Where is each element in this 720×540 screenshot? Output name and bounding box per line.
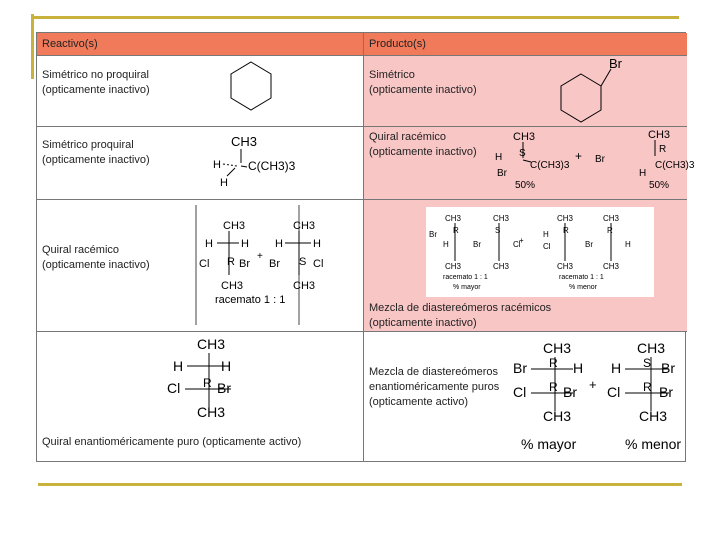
row4-reactant-text: Quiral enantioméricamente puro (opticamente activo) [42, 436, 302, 448]
cl-label: Cl [513, 384, 527, 400]
row2-reactant-cell [37, 126, 363, 199]
cyclohexane-structure [37, 55, 363, 126]
r-label: R [549, 356, 558, 370]
mayor-label: % mayor [453, 284, 481, 291]
cl-label: Cl [513, 240, 521, 249]
br-label: Br [585, 240, 593, 249]
menor-label: % menor [625, 436, 682, 452]
row4-product-text: Mezcla de diastereómeros enantioméricamente puros (opticamente activo) [369, 366, 500, 408]
br-label: Br [473, 240, 481, 249]
plus-sign: + [519, 236, 524, 245]
br-label: Br [609, 56, 622, 71]
ch3-label: CH3 [223, 220, 246, 232]
ch3-label: CH3 [221, 280, 244, 292]
ch3-label: CH3 [493, 214, 510, 223]
h-label: H [543, 230, 549, 239]
ch3-label: CH3 [231, 134, 258, 149]
r-label: R [453, 226, 459, 235]
row3-reactant-cell [37, 199, 363, 331]
ch3-label: CH3 [603, 214, 620, 223]
br-label: Br [595, 154, 605, 165]
h-label: H [495, 152, 503, 163]
row3-reactant-text: Quiral racémico (opticamente inactivo) [42, 244, 150, 271]
ch3-label: CH3 [293, 280, 316, 292]
ch3-label: CH3 [513, 131, 536, 143]
row-divider [37, 331, 687, 332]
r-label: R [607, 226, 613, 235]
br-label: Br [497, 168, 507, 179]
br-label: Br [659, 384, 673, 400]
plus-sign: + [575, 149, 583, 163]
bromocyclohexane-structure [363, 55, 687, 126]
row-divider [37, 199, 687, 200]
h-label: H [173, 358, 184, 374]
stereochemistry-table [36, 32, 695, 462]
row2-product-cell [363, 126, 695, 199]
tbu-label: C(CH3)3 [655, 160, 695, 171]
row4-product-cell [363, 331, 687, 462]
ch3-label: CH3 [293, 220, 316, 232]
s-label: S [495, 226, 501, 235]
h-label: H [625, 240, 631, 249]
h-label: H [213, 159, 221, 171]
row-divider [37, 126, 687, 127]
header-product: Producto(s) [369, 38, 426, 50]
cl-label: Cl [199, 258, 210, 270]
pct-label: 50% [515, 180, 536, 191]
h-label: H [221, 358, 232, 374]
ch3-label: CH3 [197, 404, 226, 420]
decorative-rule-top [31, 16, 679, 19]
ch3-label: CH3 [543, 340, 572, 356]
h-label: H [275, 238, 283, 250]
br-label: Br [429, 230, 437, 239]
h-label: H [313, 238, 321, 250]
ch3-label: CH3 [197, 336, 226, 352]
plus-sign: + [257, 251, 263, 262]
racemate-label: racemato 1 : 1 [559, 274, 604, 281]
pct-label: 50% [649, 180, 670, 191]
ch3-label: CH3 [557, 214, 574, 223]
row1-reactant-cell [37, 55, 363, 126]
br-label: Br [661, 360, 675, 376]
header-product-cell [363, 33, 687, 55]
header-reactant-cell [37, 33, 363, 55]
column-divider [363, 33, 364, 461]
row2-reactant-text: Simétrico proquiral (opticamente inactivo) [42, 139, 150, 166]
ch3-label: CH3 [603, 262, 620, 271]
cl-label: Cl [607, 384, 621, 400]
ch3-label: CH3 [557, 262, 574, 271]
r-label: R [563, 226, 569, 235]
decorative-rule-bottom [38, 483, 682, 486]
racemic-product-structures [363, 126, 695, 199]
h-label: H [205, 238, 213, 250]
br-label: Br [217, 380, 231, 396]
br-label: Br [239, 258, 250, 270]
row4-reactant-cell [37, 331, 363, 462]
h-label: H [220, 177, 228, 189]
prochiral-alkene-structure [37, 126, 363, 199]
cl-label: Cl [543, 242, 551, 251]
s-label: S [299, 256, 307, 268]
ch3-label: CH3 [637, 340, 666, 356]
cl-label: Cl [313, 258, 324, 270]
ch3-label: CH3 [543, 408, 572, 424]
br-label: Br [269, 258, 280, 270]
pure-diastereomer-structures [363, 331, 687, 462]
h-label: H [443, 240, 449, 249]
s-label: S [643, 356, 652, 370]
tbu-label: C(CH3)3 [248, 159, 296, 173]
r-label: R [643, 380, 652, 394]
r-label: R [227, 256, 235, 268]
h-label: H [611, 360, 622, 376]
row1-product-cell [363, 55, 687, 126]
row-divider [37, 55, 687, 56]
ch3-label: CH3 [639, 408, 668, 424]
row1-reactant-text: Simétrico no proquiral (opticamente inactivo) [42, 69, 150, 96]
h-label: H [573, 360, 584, 376]
ch3-label: CH3 [445, 214, 462, 223]
row2-product-text: Quiral racémico (opticamente inactivo) [369, 131, 477, 158]
racemic-reactant-structures [37, 199, 363, 331]
ch3-label: CH3 [493, 262, 510, 271]
menor-label: % menor [569, 284, 598, 291]
s-label: S [519, 148, 526, 159]
tbu-label: C(CH3)3 [530, 160, 570, 171]
h-label: H [241, 238, 249, 250]
cl-label: Cl [167, 380, 181, 396]
row3-product-text: Mezcla de diastereómeros racémicos (opticamente inactivo) [369, 302, 552, 329]
ch3-label: CH3 [648, 129, 671, 141]
mayor-label: % mayor [521, 436, 577, 452]
r-label: R [659, 144, 667, 155]
header-reactant: Reactivo(s) [42, 38, 98, 50]
ch3-label: CH3 [445, 262, 462, 271]
racemate-label: racemato 1 : 1 [215, 294, 286, 306]
br-label: Br [563, 384, 577, 400]
br-label: Br [513, 360, 527, 376]
r-label: R [549, 380, 558, 394]
r-label: R [203, 376, 212, 390]
row1-product-text: Simétrico (opticamente inactivo) [369, 69, 477, 96]
decorative-rule-vertical [31, 14, 34, 79]
racemate-label: racemato 1 : 1 [443, 274, 488, 281]
row3-product-cell [363, 199, 687, 331]
h-label: H [639, 168, 647, 179]
plus-sign: + [589, 377, 597, 392]
